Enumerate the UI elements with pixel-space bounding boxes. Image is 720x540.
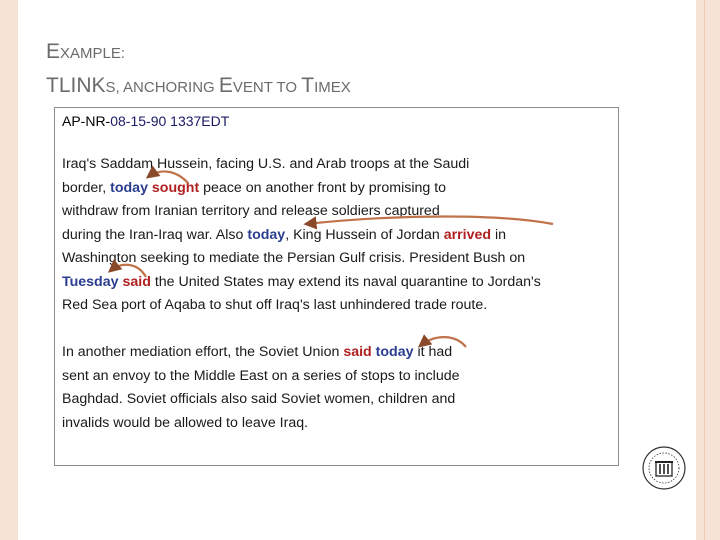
university-seal-icon [641,442,687,494]
document-header: AP-NR-08-15-90 1337EDT [62,113,230,129]
timex-today-2: today [247,226,286,243]
event-said-1: said [122,273,151,290]
timex-today-3: today [375,344,414,360]
paragraph-line: border, today sought peace on another front by promising to [62,179,447,196]
paragraph-line: In another mediation effort, the Soviet Union said today it had [62,344,453,360]
paragraph-line: sent an envoy to the Middle East on a series of stops to include [62,367,460,384]
paragraph-line: Baghdad. Soviet officials also said Soviet women, children and [62,391,456,407]
slide-frame-left [0,0,18,540]
paragraph-line: withdraw from Iranian territory and release soldiers captured [62,203,440,219]
paragraph-line: Iraq's Saddam Hussein, facing U.S. and Arab troops at the Saudi [62,156,470,172]
slide-title-line2: TLINKS, ANCHORING EVENT TO TIMEX [46,74,351,97]
paragraph-line: invalids would be allowed to leave Iraq. [62,414,309,431]
paragraph-line: Red Sea port of Aqaba to shut off Iraq's last unhindered trade route. [62,297,488,313]
slide-frame-right [696,0,720,540]
timex-tuesday: Tuesday [62,273,119,290]
paragraph-2 [62,341,460,435]
slide-title-line1: EXAMPLE: [46,40,126,63]
paragraph-line: during the Iran-Iraq war. Also today, King Hussein of Jordan arrived in [62,226,507,243]
slide-title [46,40,351,108]
event-said-2: said [343,344,372,360]
event-arrived: arrived [443,226,492,243]
timex-today-1: today [110,179,148,196]
paragraph-line: Tuesday said the United States may extend its naval quarantine to Jordan's [62,273,541,290]
paragraph-line: Washington seeking to mediate the Persian Gulf crisis. President Bush on [62,250,526,266]
event-sought: sought [151,179,200,196]
slide-frame-right-line [704,0,705,540]
paragraph-1 [62,153,541,318]
